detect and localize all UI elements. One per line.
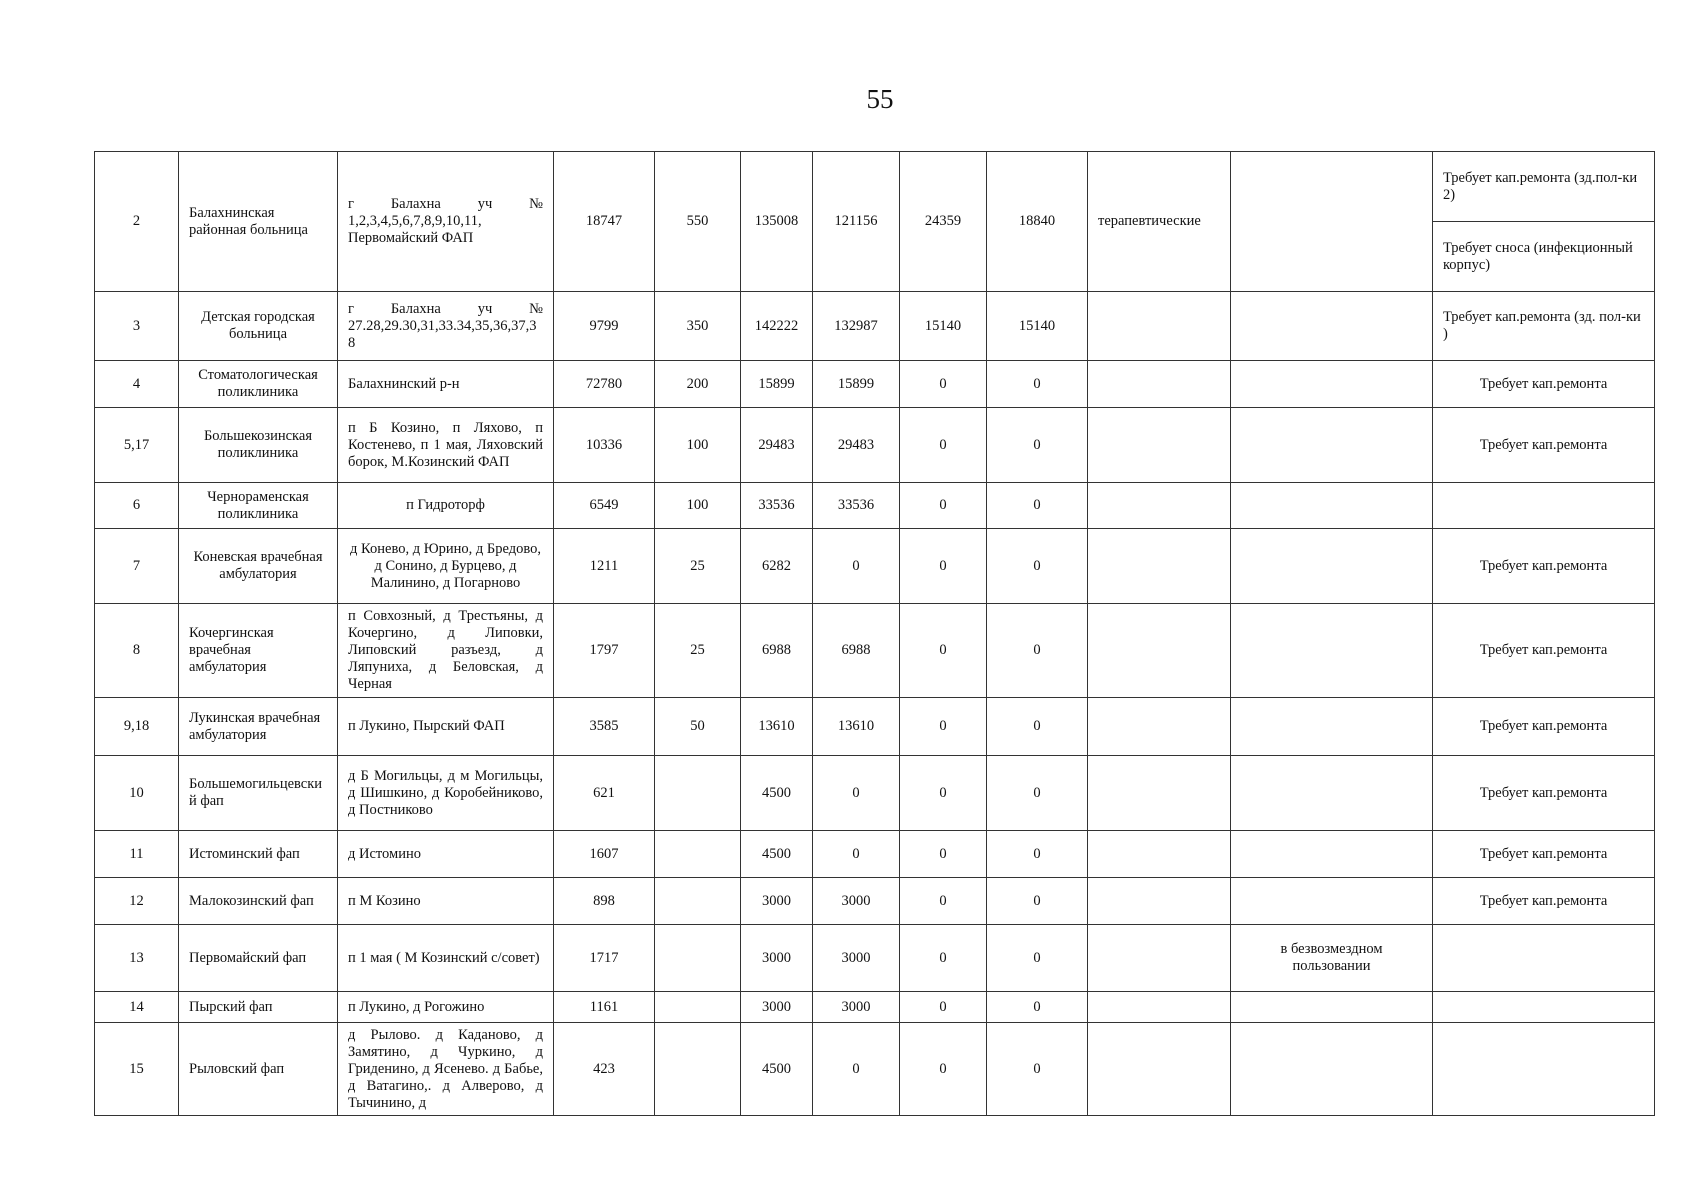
table-row	[95, 831, 1655, 878]
value-cell: 121156	[813, 152, 900, 292]
note-cell: Требует кап.ремонта	[1433, 756, 1655, 831]
usage-cell	[1231, 408, 1433, 483]
profile-cell	[1088, 698, 1231, 756]
value-cell	[655, 1023, 741, 1116]
value-cell: 10336	[554, 408, 655, 483]
profile-cell: терапевтические	[1088, 152, 1231, 292]
value-cell: 1161	[554, 992, 655, 1023]
value-cell: 132987	[813, 292, 900, 361]
value-cell: 0	[900, 878, 987, 925]
row-number: 12	[95, 878, 179, 925]
value-cell: 100	[655, 408, 741, 483]
value-cell: 18747	[554, 152, 655, 292]
value-cell: 142222	[741, 292, 813, 361]
usage-cell	[1231, 292, 1433, 361]
value-cell: 0	[987, 878, 1088, 925]
facilities-table	[94, 151, 1655, 1116]
row-number: 5,17	[95, 408, 179, 483]
usage-cell: в безвозмездном пользовании	[1231, 925, 1433, 992]
service-area: п Б Козино, п Ляхово, п Костенево, п 1 мая, Ляховский борок, М.Козинский ФАП	[338, 408, 554, 483]
table-row	[95, 878, 1655, 925]
value-cell: 6988	[741, 604, 813, 698]
table-row	[95, 483, 1655, 529]
value-cell: 4500	[741, 756, 813, 831]
facility-name: Лукинская врачебная амбулатория	[179, 698, 338, 756]
value-cell	[655, 878, 741, 925]
value-cell: 1797	[554, 604, 655, 698]
facility-name: Рыловский фап	[179, 1023, 338, 1116]
value-cell: 0	[813, 1023, 900, 1116]
row-number: 4	[95, 361, 179, 408]
profile-cell	[1088, 925, 1231, 992]
note-cell: Требует кап.ремонта	[1433, 361, 1655, 408]
value-cell: 13610	[741, 698, 813, 756]
usage-cell	[1231, 361, 1433, 408]
facility-name: Первомайский фап	[179, 925, 338, 992]
note-cell: Требует сноса (инфекционный корпус)	[1433, 222, 1655, 292]
value-cell: 72780	[554, 361, 655, 408]
value-cell: 3000	[813, 992, 900, 1023]
usage-cell	[1231, 698, 1433, 756]
facility-name: Истоминский фап	[179, 831, 338, 878]
usage-cell	[1231, 483, 1433, 529]
table-row	[95, 698, 1655, 756]
row-number: 10	[95, 756, 179, 831]
value-cell: 0	[987, 604, 1088, 698]
profile-cell	[1088, 408, 1231, 483]
value-cell: 3000	[741, 878, 813, 925]
table-row	[95, 529, 1655, 604]
value-cell: 135008	[741, 152, 813, 292]
row-number: 15	[95, 1023, 179, 1116]
value-cell: 0	[900, 408, 987, 483]
table-row	[95, 925, 1655, 992]
row-number: 13	[95, 925, 179, 992]
table-row	[95, 292, 1655, 361]
value-cell: 0	[987, 992, 1088, 1023]
usage-cell	[1231, 1023, 1433, 1116]
value-cell: 6549	[554, 483, 655, 529]
value-cell: 25	[655, 604, 741, 698]
facility-name: Коневская врачебная амбулатория	[179, 529, 338, 604]
facility-name: Чернораменская поликлиника	[179, 483, 338, 529]
usage-cell	[1231, 878, 1433, 925]
value-cell: 1717	[554, 925, 655, 992]
usage-cell	[1231, 529, 1433, 604]
row-number: 14	[95, 992, 179, 1023]
value-cell: 0	[987, 756, 1088, 831]
service-area: п Лукино, д Рогожино	[338, 992, 554, 1023]
service-area: Балахнинский р-н	[338, 361, 554, 408]
profile-cell	[1088, 756, 1231, 831]
facility-name: Кочергинская врачебная амбулатория	[179, 604, 338, 698]
value-cell	[655, 992, 741, 1023]
table-row	[95, 992, 1655, 1023]
service-area: п Гидроторф	[338, 483, 554, 529]
value-cell: 0	[813, 529, 900, 604]
value-cell: 0	[987, 1023, 1088, 1116]
value-cell: 0	[813, 756, 900, 831]
table-row	[95, 756, 1655, 831]
value-cell: 15140	[987, 292, 1088, 361]
value-cell: 0	[900, 1023, 987, 1116]
profile-cell	[1088, 1023, 1231, 1116]
profile-cell	[1088, 831, 1231, 878]
value-cell: 423	[554, 1023, 655, 1116]
facility-name: Малокозинский фап	[179, 878, 338, 925]
value-cell: 0	[900, 756, 987, 831]
profile-cell	[1088, 992, 1231, 1023]
value-cell: 0	[987, 831, 1088, 878]
value-cell: 0	[987, 698, 1088, 756]
usage-cell	[1231, 756, 1433, 831]
value-cell: 13610	[813, 698, 900, 756]
value-cell: 0	[900, 831, 987, 878]
value-cell: 33536	[741, 483, 813, 529]
service-area: д Истомино	[338, 831, 554, 878]
value-cell: 0	[813, 831, 900, 878]
value-cell: 15899	[813, 361, 900, 408]
note-cell: Требует кап.ремонта	[1433, 831, 1655, 878]
row-number: 3	[95, 292, 179, 361]
profile-cell	[1088, 878, 1231, 925]
value-cell: 621	[554, 756, 655, 831]
value-cell: 4500	[741, 1023, 813, 1116]
note-cell: Требует кап.ремонта	[1433, 604, 1655, 698]
note-cell	[1433, 992, 1655, 1023]
table-row	[95, 408, 1655, 483]
row-number: 2	[95, 152, 179, 292]
note-cell: Требует кап.ремонта	[1433, 408, 1655, 483]
row-number: 11	[95, 831, 179, 878]
service-area: п М Козино	[338, 878, 554, 925]
value-cell: 3000	[813, 925, 900, 992]
profile-cell	[1088, 604, 1231, 698]
usage-cell	[1231, 604, 1433, 698]
service-area: д Конево, д Юрино, д Бредово, д Сонино, д Бурцево, д Малинино, д Погарново	[338, 529, 554, 604]
service-area: д Рылово. д Каданово, д Замятино, д Чуркино, д Гриденино, д Ясенево. д Бабье, д Ватагино,. д Алверово, д Тычинино, д	[338, 1023, 554, 1116]
value-cell: 1607	[554, 831, 655, 878]
profile-cell	[1088, 529, 1231, 604]
note-cell: Требует кап.ремонта	[1433, 529, 1655, 604]
service-area: г Балахна уч № 1,2,3,4,5,6,7,8,9,10,11, Первомайский ФАП	[338, 152, 554, 292]
value-cell: 29483	[813, 408, 900, 483]
value-cell: 550	[655, 152, 741, 292]
value-cell: 0	[987, 361, 1088, 408]
value-cell: 3000	[741, 925, 813, 992]
value-cell: 6988	[813, 604, 900, 698]
facility-name: Стоматологическая поликлиника	[179, 361, 338, 408]
profile-cell	[1088, 292, 1231, 361]
value-cell	[655, 756, 741, 831]
service-area: п Лукино, Пырский ФАП	[338, 698, 554, 756]
note-cell: Требует кап.ремонта (зд. пол-ки )	[1433, 292, 1655, 361]
value-cell: 25	[655, 529, 741, 604]
note-cell: Требует кап.ремонта	[1433, 878, 1655, 925]
value-cell: 1211	[554, 529, 655, 604]
row-number: 8	[95, 604, 179, 698]
note-cell	[1433, 483, 1655, 529]
value-cell: 18840	[987, 152, 1088, 292]
value-cell: 100	[655, 483, 741, 529]
value-cell: 0	[900, 361, 987, 408]
value-cell: 0	[900, 529, 987, 604]
value-cell: 50	[655, 698, 741, 756]
value-cell: 0	[900, 604, 987, 698]
note-cell	[1433, 1023, 1655, 1116]
profile-cell	[1088, 361, 1231, 408]
value-cell: 3000	[813, 878, 900, 925]
service-area: п Совхозный, д Трестьяны, д Кочергино, д Липовки, Липовский разъезд, д Ляпуниха, д Беловская, д Черная	[338, 604, 554, 698]
value-cell: 29483	[741, 408, 813, 483]
page-number: 55	[866, 84, 894, 114]
table-row	[95, 604, 1655, 698]
value-cell	[655, 831, 741, 878]
note-cell: Требует кап.ремонта	[1433, 698, 1655, 756]
table-row	[95, 1023, 1655, 1116]
service-area: п 1 мая ( М Козинский с/совет)	[338, 925, 554, 992]
value-cell: 0	[900, 483, 987, 529]
row-number: 9,18	[95, 698, 179, 756]
facility-name: Пырский фап	[179, 992, 338, 1023]
table-row	[95, 152, 1655, 222]
facility-name: Большекозинская поликлиника	[179, 408, 338, 483]
usage-cell	[1231, 152, 1433, 292]
usage-cell	[1231, 831, 1433, 878]
value-cell: 0	[987, 408, 1088, 483]
value-cell: 9799	[554, 292, 655, 361]
value-cell: 0	[987, 483, 1088, 529]
value-cell: 4500	[741, 831, 813, 878]
value-cell: 0	[987, 529, 1088, 604]
value-cell: 15899	[741, 361, 813, 408]
value-cell: 898	[554, 878, 655, 925]
note-cell: Требует кап.ремонта (зд.пол-ки 2)	[1433, 152, 1655, 222]
value-cell	[655, 925, 741, 992]
table-row	[95, 361, 1655, 408]
service-area: д Б Могильцы, д м Могильцы, д Шишкино, д Коробейниково, д Постниково	[338, 756, 554, 831]
row-number: 6	[95, 483, 179, 529]
value-cell: 24359	[900, 152, 987, 292]
usage-cell	[1231, 992, 1433, 1023]
facility-name: Балахнинская районная больница	[179, 152, 338, 292]
facility-name: Большемогильцевский фап	[179, 756, 338, 831]
row-number: 7	[95, 529, 179, 604]
value-cell: 350	[655, 292, 741, 361]
value-cell: 0	[987, 925, 1088, 992]
value-cell: 15140	[900, 292, 987, 361]
profile-cell	[1088, 483, 1231, 529]
facility-name: Детская городская больница	[179, 292, 338, 361]
value-cell: 0	[900, 698, 987, 756]
value-cell: 6282	[741, 529, 813, 604]
value-cell: 33536	[813, 483, 900, 529]
value-cell: 200	[655, 361, 741, 408]
value-cell: 0	[900, 925, 987, 992]
value-cell: 0	[900, 992, 987, 1023]
value-cell: 3000	[741, 992, 813, 1023]
value-cell: 3585	[554, 698, 655, 756]
service-area: г Балахна уч № 27.28,29.30,31,33.34,35,36,37,38	[338, 292, 554, 361]
note-cell	[1433, 925, 1655, 992]
